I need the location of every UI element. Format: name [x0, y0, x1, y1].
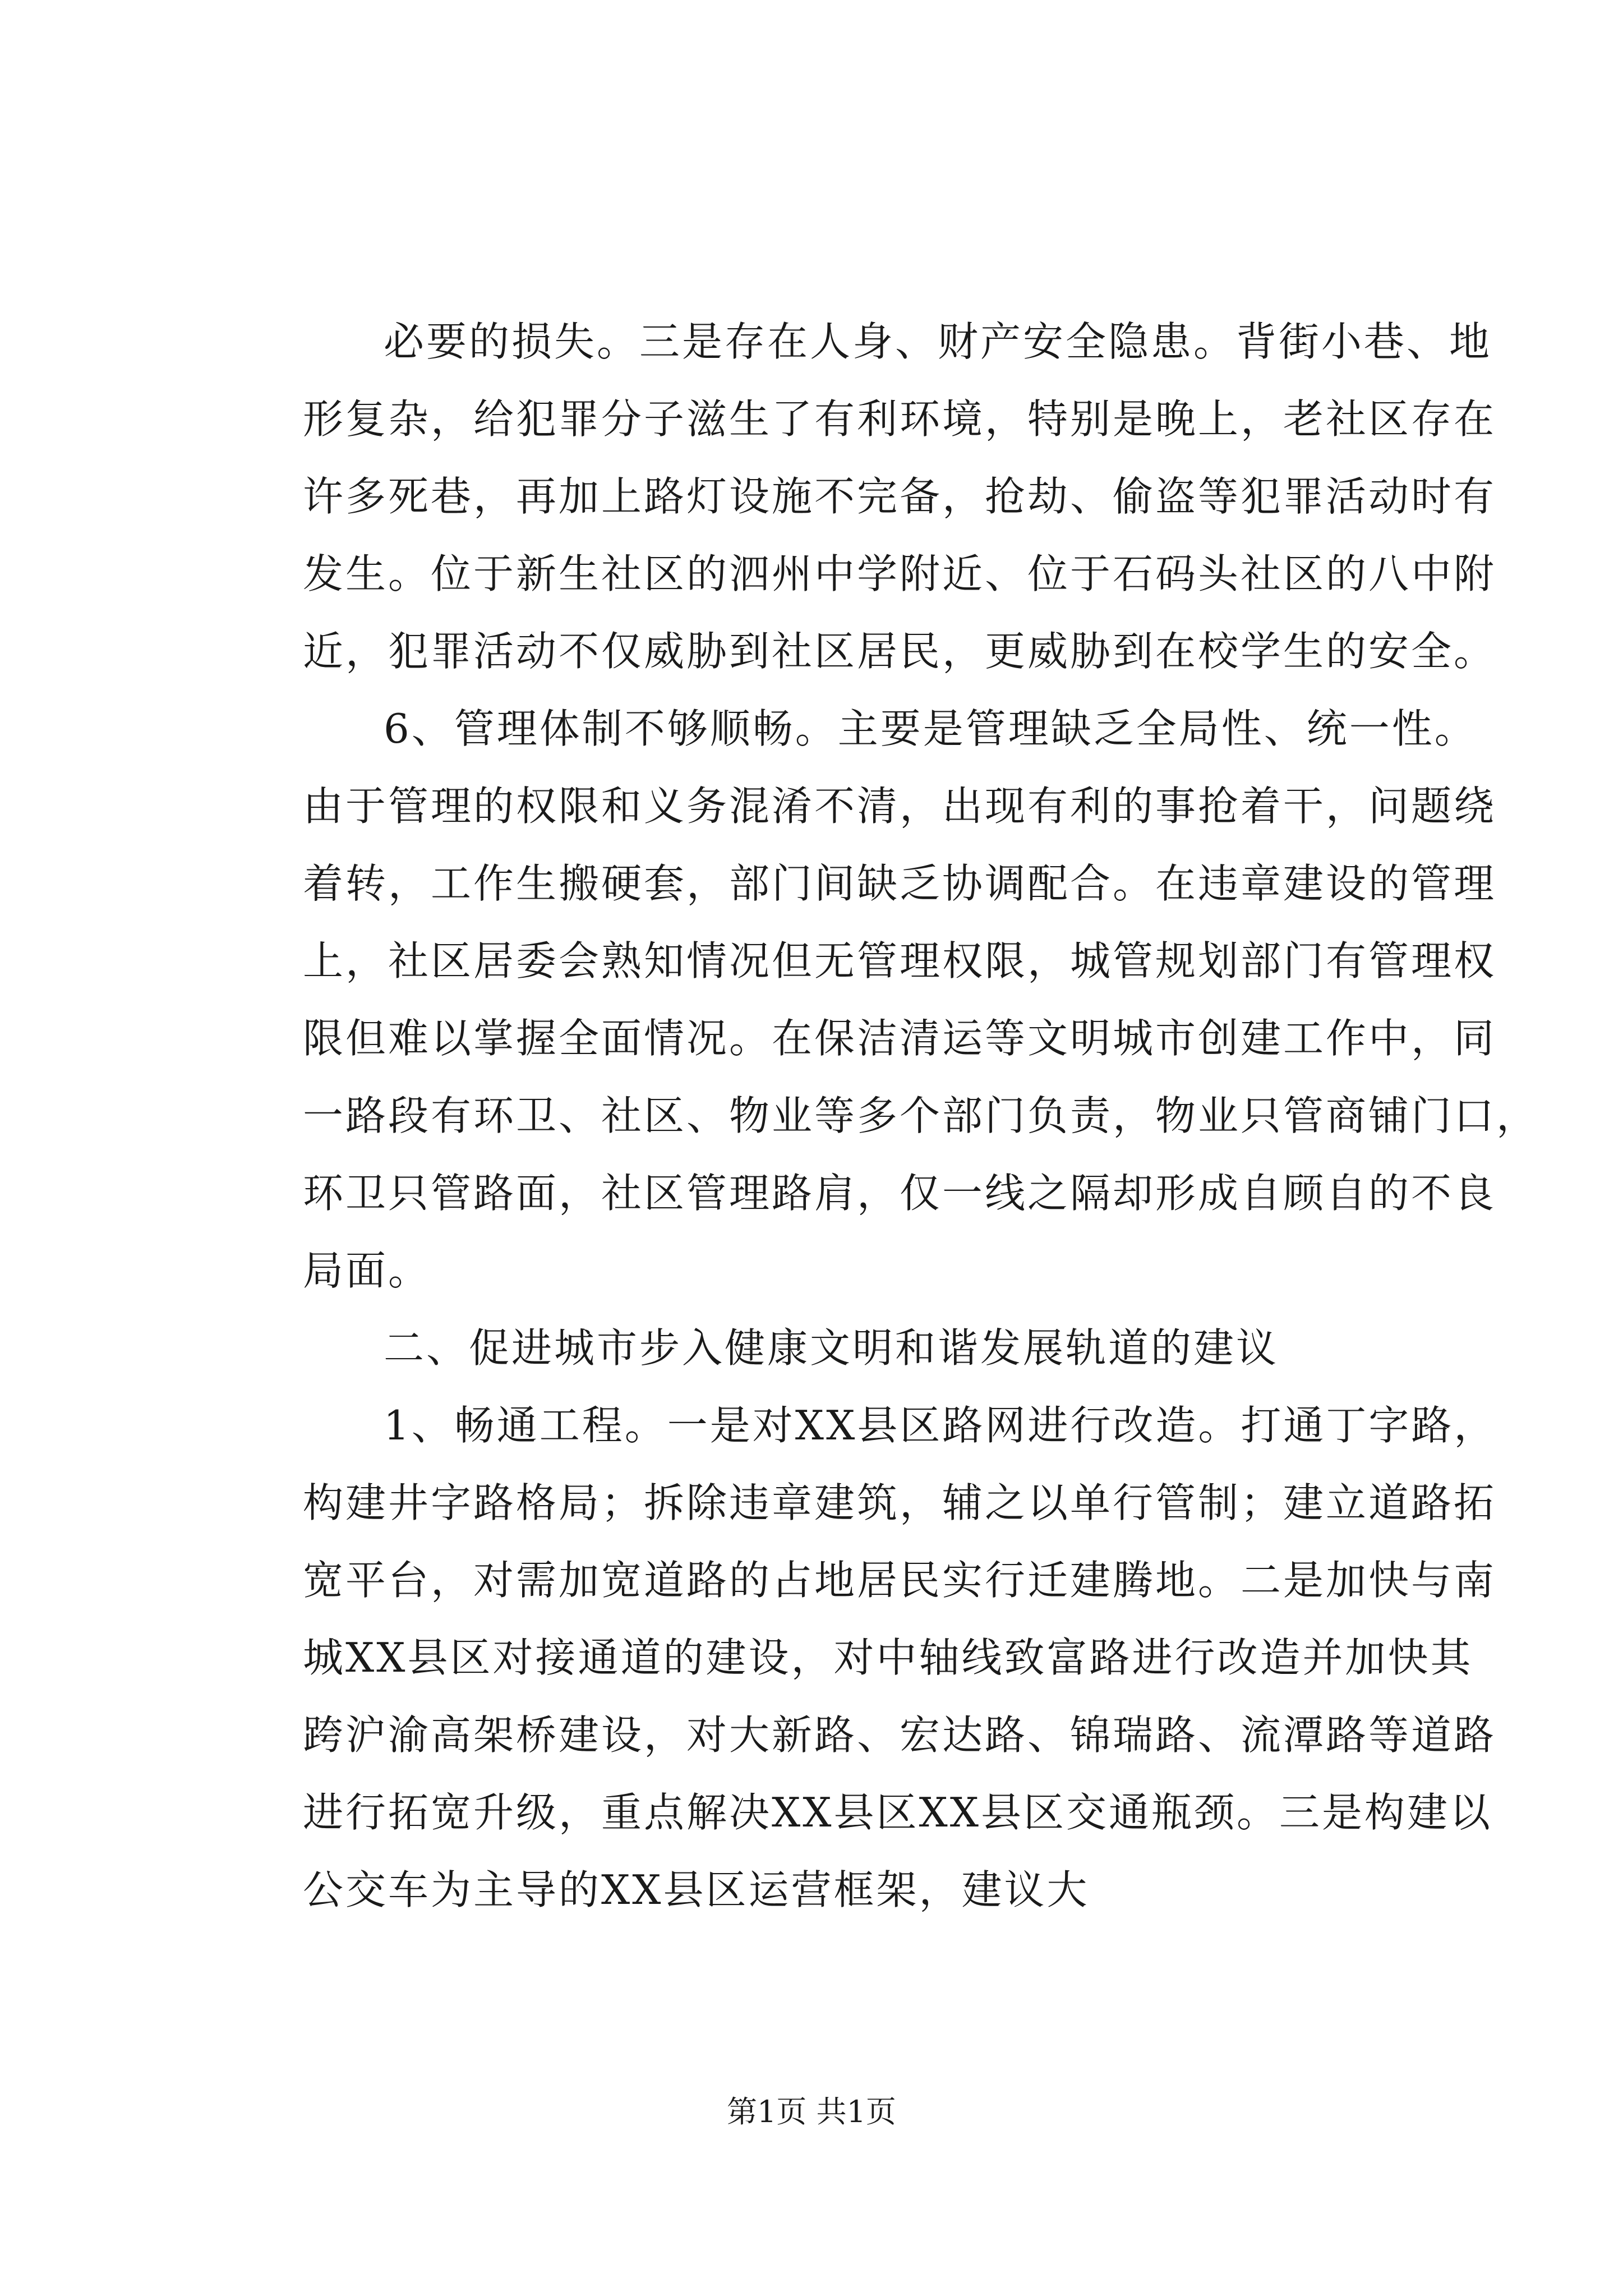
text-line-15: 1、畅通工程。一是对XX县区路网进行改造。打通丁字路，	[384, 1402, 1497, 1449]
text-line-3: 许多死巷，再加上路灯设施不完备，抢劫、偷盗等犯罪活动时有	[303, 473, 1497, 520]
text-line-16: 构建井字路格局；拆除违章建筑，辅之以单行管制；建立道路拓	[303, 1479, 1497, 1526]
text-line-10: 限但难以掌握全面情况。在保洁清运等文明城市创建工作中，同	[303, 1015, 1497, 1062]
text-line-11: 一路段有环卫、社区、物业等多个部门负责，物业只管商铺门口，	[303, 1092, 1539, 1139]
text-line-2: 形复杂，给犯罪分子滋生了有利环境，特别是晚上，老社区存在	[303, 395, 1497, 443]
text-line-9: 上，社区居委会熟知情况但无管理权限，城管规划部门有管理权	[303, 937, 1497, 984]
text-line-8: 着转，工作生搬硬套，部门间缺乏协调配合。在违章建设的管理	[303, 860, 1497, 907]
text-line-19: 跨沪渝高架桥建设，对大新路、宏达路、锦瑞路、流潭路等道路	[303, 1711, 1497, 1759]
text-line-18: 城XX县区对接通道的建设，对中轴线致富路进行改造并加快其	[303, 1634, 1473, 1681]
text-line-1: 必要的损失。三是存在人身、财产安全隐患。背街小巷、地	[384, 318, 1492, 365]
text-line-12: 环卫只管路面，社区管理路肩，仅一线之隔却形成自顾自的不良	[303, 1170, 1497, 1217]
text-line-6: 6、管理体制不够顺畅。主要是管理缺乏全局性、统一性。	[384, 705, 1477, 752]
page-footer: 第1页 共1页	[727, 2094, 896, 2129]
text-line-20: 进行拓宽升级，重点解决XX县区XX县区交通瓶颈。三是构建以	[303, 1789, 1493, 1836]
text-line-21: 公交车为主导的XX县区运营框架，建议大	[303, 1866, 1090, 1913]
text-line-4: 发生。位于新生社区的泗州中学附近、位于石码头社区的八中附	[303, 550, 1497, 597]
text-line-13: 局面。	[303, 1247, 431, 1294]
text-line-5: 近，犯罪活动不仅威胁到社区居民，更威胁到在校学生的安全。	[303, 628, 1497, 675]
text-line-17: 宽平台，对需加宽道路的占地居民实行迁建腾地。二是加快与南	[303, 1557, 1497, 1604]
document-body	[303, 303, 1539, 1929]
text-line-7: 由于管理的权限和义务混淆不清，出现有利的事抢着干，问题绕	[303, 783, 1497, 830]
section-heading: 二、促进城市步入健康文明和谐发展轨道的建议	[384, 1324, 1279, 1372]
